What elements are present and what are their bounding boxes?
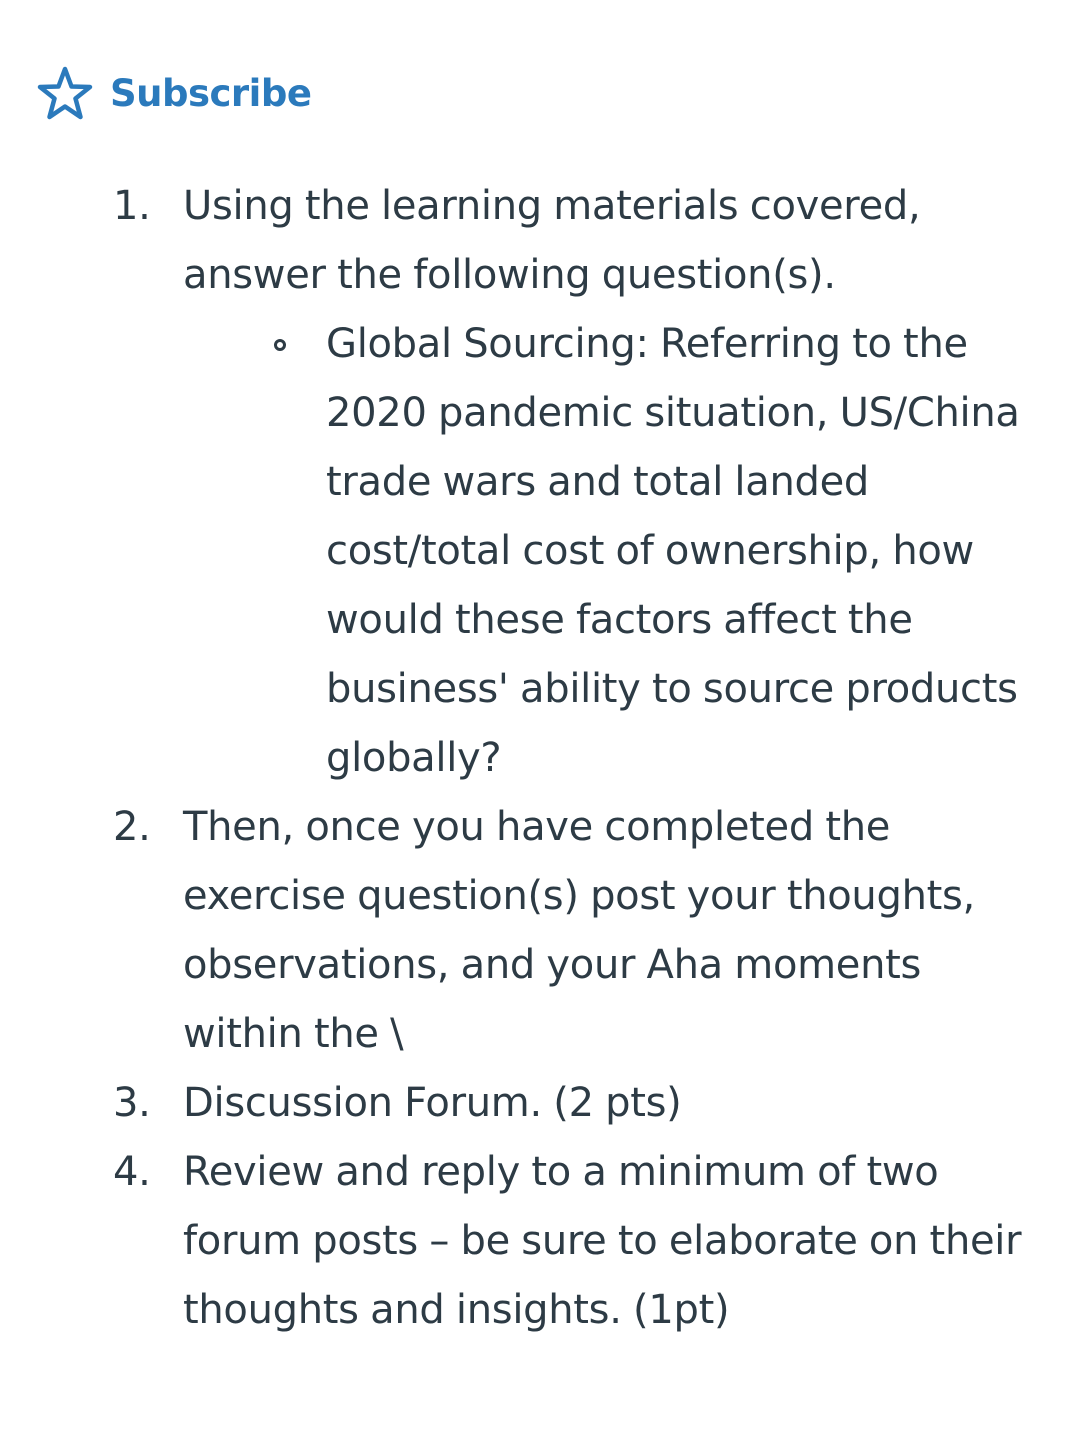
sub-list: [183, 310, 1028, 793]
list-item-text: Discussion Forum. (2 pts): [183, 1080, 682, 1126]
sub-list-item: [183, 310, 1028, 793]
star-outline-icon: [36, 65, 94, 123]
circle-bullet-icon: [274, 339, 286, 351]
discussion-body: [0, 172, 1068, 1345]
list-item: [0, 1069, 1068, 1138]
list-number: 3.: [113, 1080, 151, 1126]
list-number: 4.: [113, 1149, 151, 1195]
list-item: [0, 172, 1068, 793]
subscribe-button[interactable]: [36, 66, 311, 122]
instructions-list: [0, 172, 1068, 1345]
list-item-text: Then, once you have completed the exercise question(s) post your thoughts, observations, and your Aha moments within the \: [183, 804, 975, 1057]
list-item-text: Using the learning materials covered, answer the following question(s).: [183, 183, 921, 298]
list-number: 2.: [113, 804, 151, 850]
sub-list-item-text: Global Sourcing: Referring to the 2020 pandemic situation, US/China trade wars and total landed cost/total cost of ownership, how would these factors affect the business' ability to source products globally?: [326, 321, 1020, 781]
list-item: [0, 793, 1068, 1069]
subscribe-label: Subscribe: [110, 72, 312, 115]
list-item-text: Review and reply to a minimum of two forum posts – be sure to elaborate on their thoughts and insights. (1pt): [183, 1149, 1022, 1333]
list-item: [0, 1138, 1068, 1345]
list-number: 1.: [113, 183, 151, 229]
